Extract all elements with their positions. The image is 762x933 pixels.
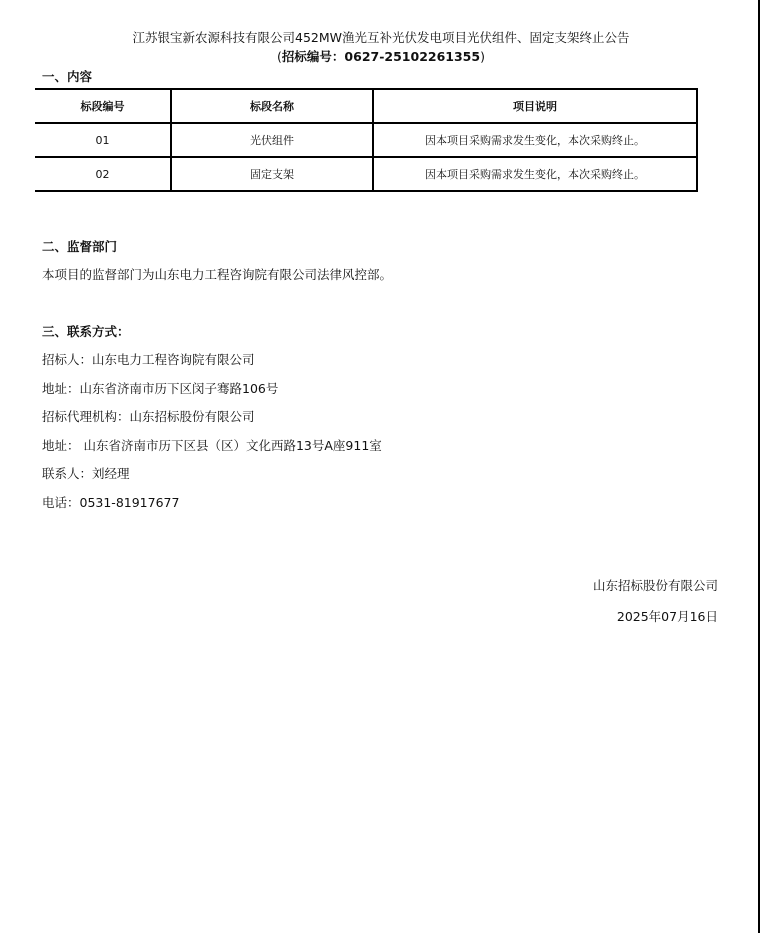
table-header-row	[35, 89, 697, 123]
section-content-heading: 一、内容	[42, 69, 93, 84]
contact-line-tenderer-address: 地址：山东省济南市历下区闵子骞路106号	[42, 381, 279, 396]
notice-title: 江苏银宝新农源科技有限公司452MW渔光互补光伏发电项目光伏组件、固定支架终止公告	[132, 30, 630, 45]
lot-name-cell: 光伏组件	[171, 123, 373, 157]
supervision-text: 本项目的监督部门为山东电力工程咨询院有限公司法律风控部。	[42, 267, 393, 282]
page-right-border	[758, 0, 760, 933]
bid-number-close-paren: )	[480, 49, 485, 64]
description-cell: 因本项目采购需求发生变化，本次采购终止。	[373, 123, 697, 157]
bid-number	[0, 49, 762, 65]
section-contact-heading: 三、联系方式：	[42, 324, 130, 339]
lot-no-cell: 02	[35, 157, 171, 191]
contact-line-tenderer: 招标人：山东电力工程咨询院有限公司	[42, 352, 255, 367]
section-supervision-heading: 二、监督部门	[42, 239, 118, 254]
col-header-lot-no: 标段编号	[35, 89, 171, 123]
lot-no-cell: 01	[35, 123, 171, 157]
table-row	[35, 157, 697, 191]
lot-table	[35, 88, 698, 192]
signature-date: 2025年07月16日	[616, 609, 718, 624]
bid-number-text: 招标编号：0627-25102261355	[281, 49, 481, 64]
contact-line-person: 联系人：刘经理	[42, 466, 130, 481]
table-row	[35, 123, 697, 157]
contact-line-phone: 电话：0531-81917677	[42, 495, 180, 510]
signature-company: 山东招标股份有限公司	[592, 578, 718, 593]
contact-line-agency-address: 地址： 山东省济南市历下区县（区）文化西路13号A座911室	[42, 438, 382, 453]
description-cell: 因本项目采购需求发生变化，本次采购终止。	[373, 157, 697, 191]
col-header-lot-name: 标段名称	[171, 89, 373, 123]
lot-name-cell: 固定支架	[171, 157, 373, 191]
bid-number-open-paren: (	[277, 49, 282, 64]
contact-line-agency: 招标代理机构：山东招标股份有限公司	[42, 409, 255, 424]
col-header-description: 项目说明	[373, 89, 697, 123]
